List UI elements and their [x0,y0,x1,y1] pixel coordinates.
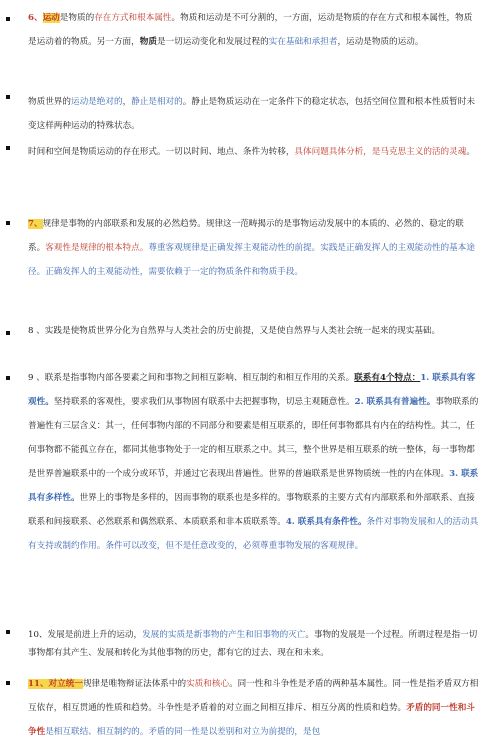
paragraph-time-space [28,140,480,164]
text-run: 11、对立统一 [28,679,83,689]
paragraph-motion-absolute [28,90,480,138]
text-run: 坚持联系的客观性，要求我们从事物固有联系中去把握事物，切忌主观随意性。 [53,397,355,407]
text-run: 事物联系的普遍性有三层含义：其一，任何事物内部的不同部分和要素是相互联系的，即任何事物都具有内在的结构性。其二，任何事物都不能孤立存在，都同其他事物处于一定的相互联系之中。其三，整个世界是相互联系的统一整体，每一事物都是世界普遍联系中的一个成分或环节，并通过它表现出普遍性。世界的普遍联系是世界物质统一性的内在体现。 [28,397,479,479]
text-run: 3. 联系具有多样性。 [28,469,479,503]
text-run: 时间和空间是物质运动的存在形式。一切以时间、地点、条件为转移， [28,147,295,157]
text-run: 。事物的发展是一个过程。所谓过程是指一切事物都有其产生、发展和转化为其他事物的历史，都有它的过去、现在和未来。 [28,630,478,658]
bullet-marker [6,17,10,21]
text-run: 发展的实质是新事物的产生和旧事物的灭亡 [142,630,306,640]
paragraph-9-connection [28,366,480,558]
text-run: 物质 [139,37,157,47]
text-run: 物质世界的 [28,97,71,107]
text-run: 存在方式和根本属性 [94,13,172,23]
bullet-marker [6,376,10,380]
bullet-marker [6,221,10,225]
text-run: 。同一性和斗争性是矛盾的两种基本属性。同一性是指矛盾双方相互依存，相互贯通的性质和趋势。斗争性是矛盾着的对立面之间相互排斥、相互分离的性质和趋势。 [28,679,479,713]
text-run: 运动是绝对的 [70,97,123,107]
text-run: 实在基础和承担者 [268,37,338,47]
bullet-marker [6,681,10,685]
text-run: 联系有4个特点： [354,373,421,383]
paragraph-11-contradiction [28,672,480,744]
bullet-marker [6,146,10,150]
bullet-marker [6,331,10,335]
text-run: 1. 联系具有客观性。 [28,373,476,407]
paragraph-10-development [28,626,480,662]
text-run: 规律是唯物辩证法体系中的 [82,679,187,689]
text-run: 是一切运动变化和发展过程的 [156,37,269,47]
text-run: 10、发展是前进上升的运动， [28,630,143,640]
text-run: 运动 [42,13,60,23]
paragraph-6-motion [28,6,480,54]
text-run: ， [122,97,132,107]
bullet-marker [6,95,10,99]
text-run: 6、 [28,13,43,23]
text-run: 具体问题具体分析，是马克思主义的活的灵魂 [294,147,467,157]
text-run: 是相互联结、相互制约的。矛盾的同一性是以差别和对立为前提的，是包 [45,727,321,737]
text-run: 。 [466,147,475,157]
text-run: 实质和核心 [186,679,230,689]
text-run: 2. 联系具有普遍性。 [354,397,436,407]
text-run: 7、 [28,219,43,229]
text-run: 尊重客观规律是正确发挥主观能动性的前提。实践是正确发挥人的主观能动性的基本途径。正确发挥人的主观能动性，需要依赖于一定的物质条件和物质手段。 [28,243,475,277]
text-run: 静止是相对的 [131,97,183,107]
paragraph-7-law [28,212,480,284]
text-run: 是物质的 [59,13,95,23]
text-run: 世界上的事物是多样的，因而事物的联系也是多样的。事物联系的主要方式有内部联系和外部联系、直接联系和间接联系、必然联系和偶然联系、本质联系和非本质联系等。 [28,493,475,527]
text-run: 规律是事物的内部联系和发展的必然趋势。规律这一范畴揭示的是事物运动发展中的本质的、必然的、稳定的联系。 [28,219,464,253]
text-run: 。静止是物质运动在一定条件下的稳定状态，包括空间位置和根本性质暂时未变这样两种运动的特殊状态。 [28,97,475,131]
text-run: 8 、实践是使物质世界分化为自然界与人类社会的历史前提，又是使自然界与人类社会统一起来的现实基础。 [28,326,441,336]
text-run: 矛盾的同一性和斗争性 [28,703,475,737]
text-run: ，运动是物质的运动。 [337,37,424,47]
text-run: 客观性是规律的根本特点。 [45,243,149,253]
text-run: 。物质和运动是不可分割的，一方面，运动是物质的存在方式和根本属性，物质是运动着的物质。另一方面， [28,13,473,47]
text-run: 条件对事物发展和人的活动具有支持或制约作用。条件可以改变，但不是任意改变的，必须尊重事物发展的客观规律。 [28,517,479,551]
text-run: 9 、联系是指事物内部各要素之间和事物之间相互影响、相互制约和相互作用的关系。 [28,373,355,383]
text-run: 4. 联系具有条件性。 [285,517,367,527]
paragraph-8-practice [28,322,480,340]
bullet-marker [6,630,10,634]
